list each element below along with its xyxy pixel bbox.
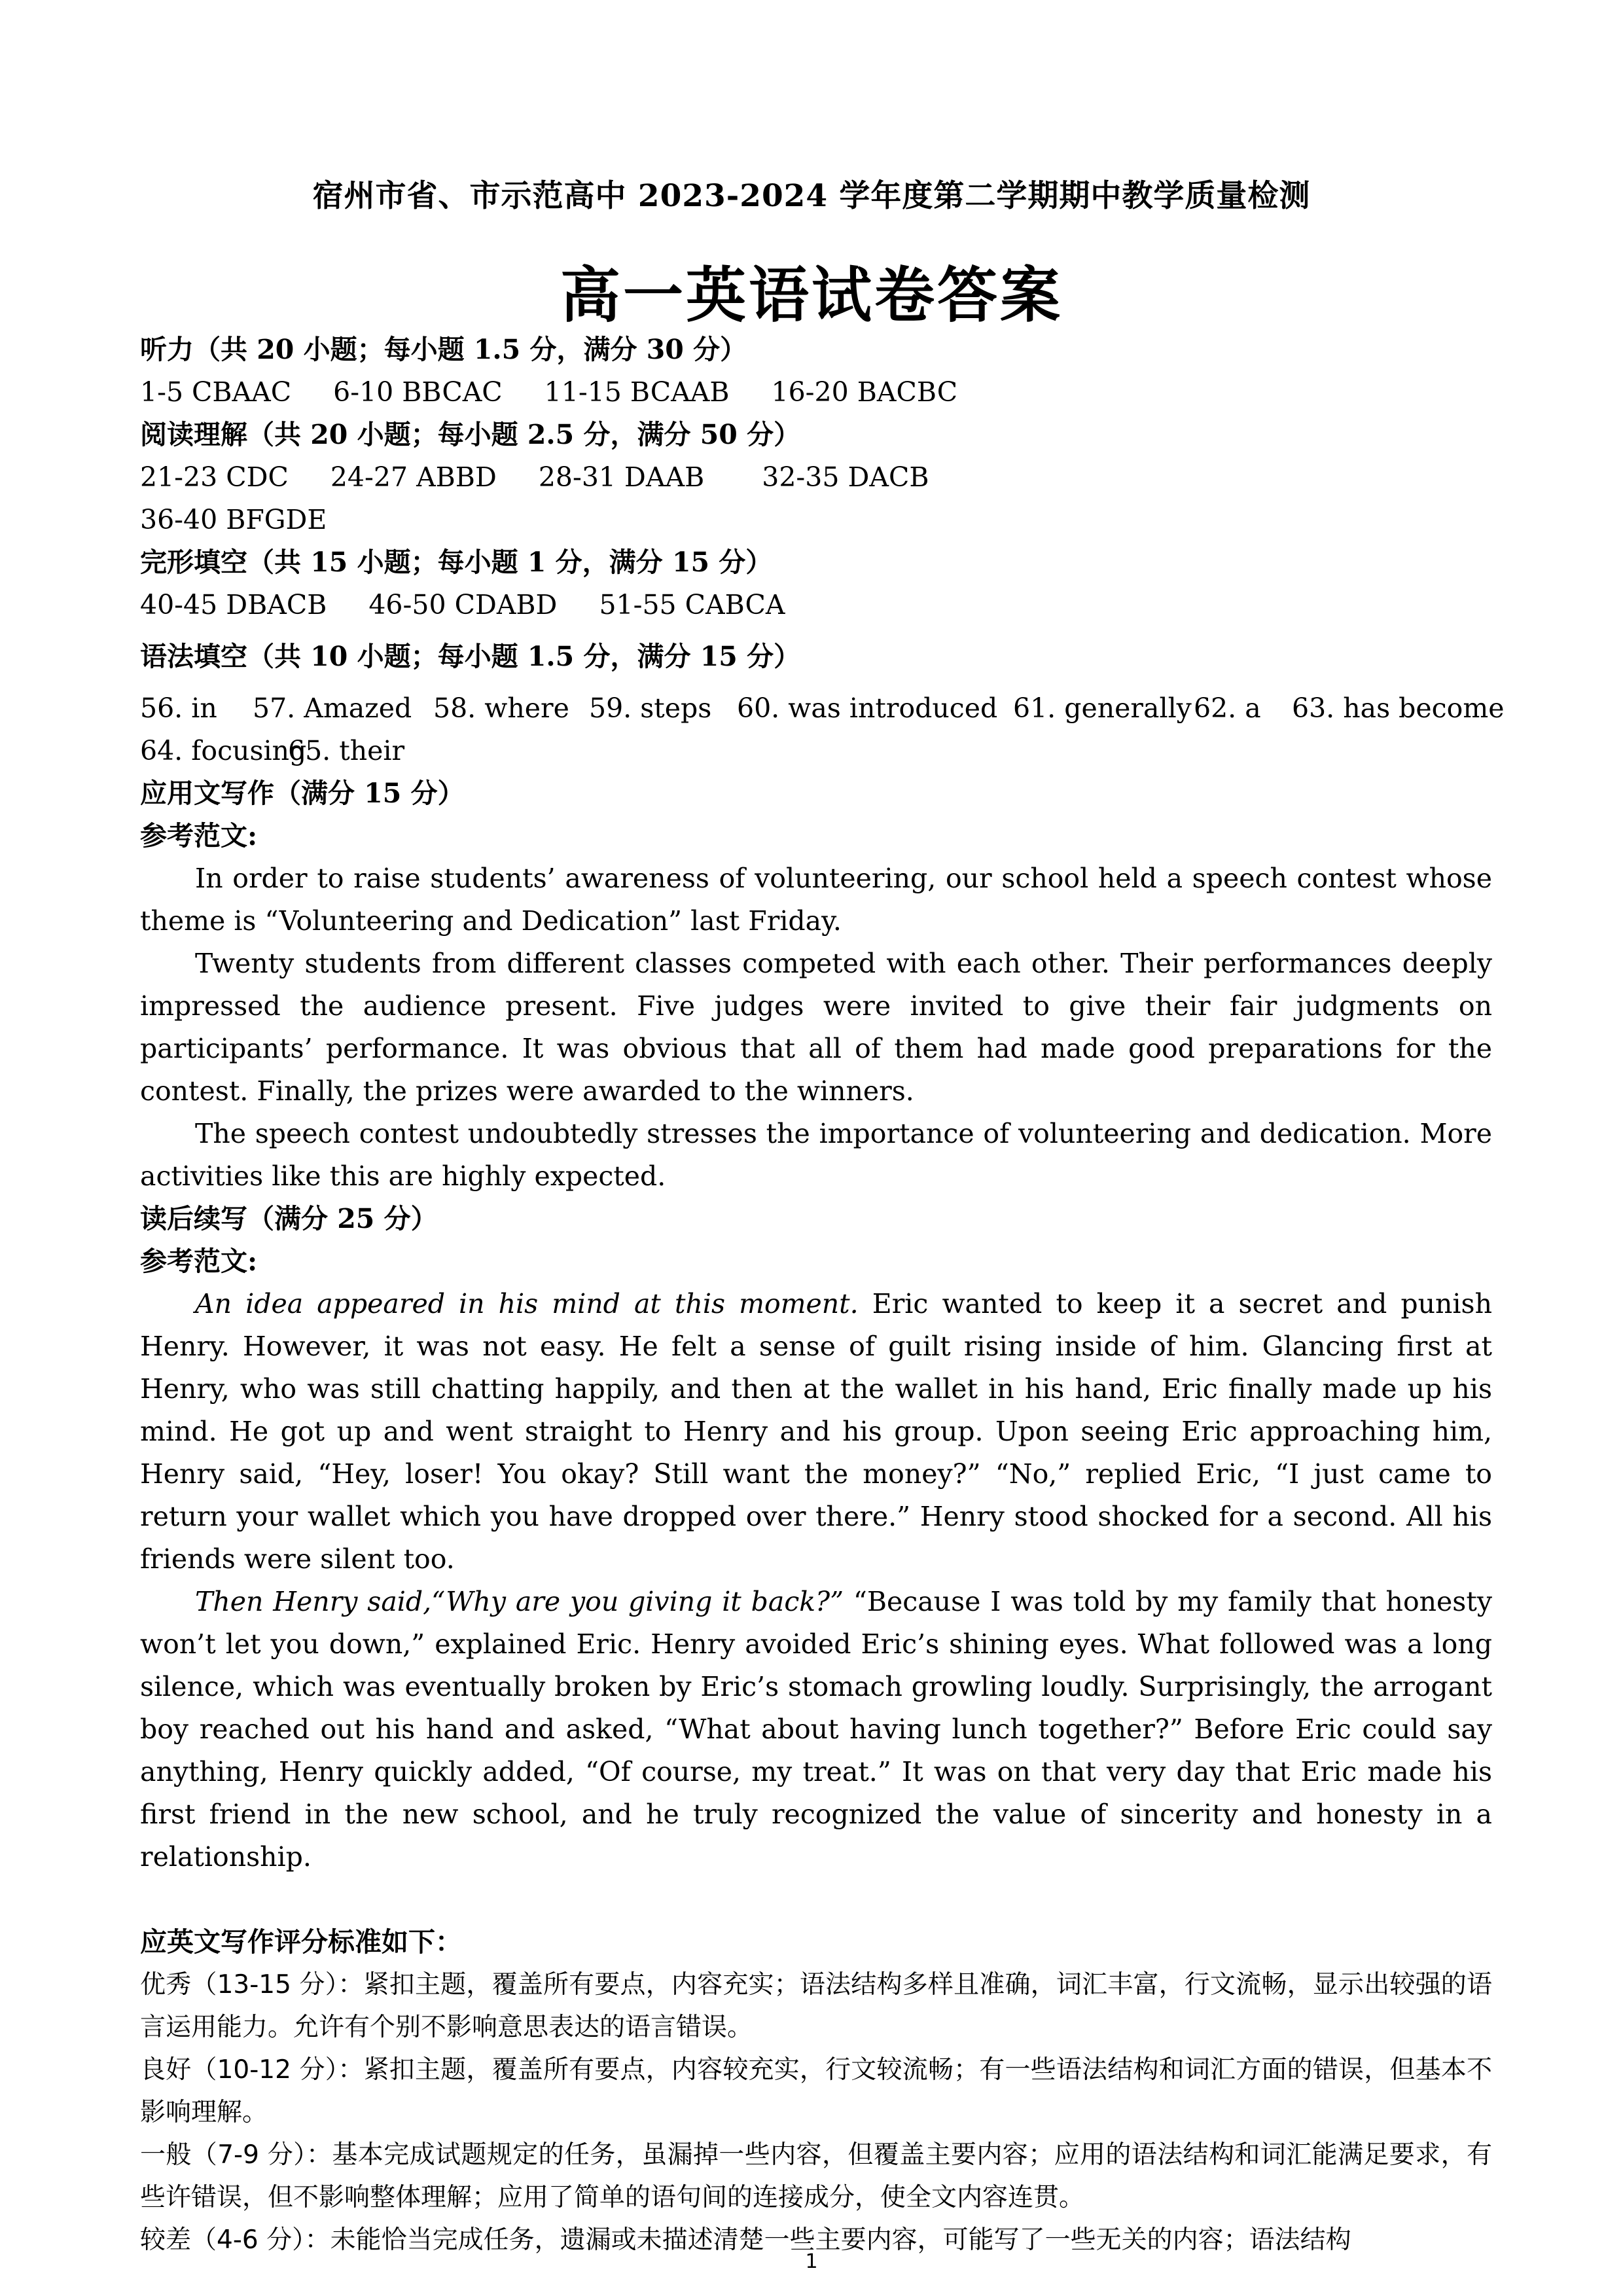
reading-heading: 阅读理解（共 20 小题；每小题 2.5 分，满分 50 分）: [140, 419, 801, 450]
sample-paragraph: Twenty students from different classes competed with each other. Their performances deeply impressed the audience present. Five judges were invited to give their fair judgments on participants’ performance. It was obvious that all of them had made good preparations for the contest. Finally, the prizes were awarded to the winners.: [140, 948, 1492, 1107]
answer-group: 32-35 DACB: [762, 461, 929, 493]
grammar-answer: 57. Amazed: [253, 692, 412, 724]
paragraph-body: Eric wanted to keep it a secret and punish Henry. However, it was not easy. He felt a sense of guilt rising inside of him. Glancing first at Henry, who was still chatting happily, and then at the wallet in his hand, Eric finally made up his mind. He got up and went straight to Henry and his group. Upon seeing Eric approaching him, Henry said, “Hey, loser! You okay? Still want the money?” “No,” replied Eric, “I just came to return your wallet which you have dropped over there.” Henry stood shocked for a second. All his friends were silent too.: [140, 1288, 1492, 1575]
answer-group: 24-27 ABBD: [330, 461, 497, 493]
answer-group: 1-5 CBAAC: [140, 376, 292, 408]
rubric-item: 一般（7-9 分）：基本完成试题规定的任务，虽漏掉一些内容，但覆盖主要内容；应用的语法结构和词汇能满足要求，有些许错误，但不影响整体理解；应用了简单的语句间的连接成分，使全文内容连贯。: [140, 2140, 1492, 2212]
reading-answers-line1: [140, 456, 1492, 499]
rubric-section: [140, 1921, 1492, 2261]
sample-label: 参考范文:: [140, 1246, 258, 1277]
reading-section: [140, 414, 1492, 541]
listening-section: [140, 329, 1492, 414]
grammar-answer: 60. was introduced: [737, 692, 998, 724]
page-number: 1: [805, 2250, 818, 2273]
cloze-section: [140, 541, 1492, 626]
practical-writing-heading: 应用文写作（满分 15 分）: [140, 778, 465, 809]
answer-body: [140, 329, 1505, 2261]
sample-label: 参考范文:: [140, 820, 258, 852]
paragraph-body: “Because I was told by my family that honesty won’t let you down,” explained Eric. Henry avoided Eric’s shining eyes. What followed was a long silence, which was eventually broken by Eric’s stomach growling loudly. Surprisingly, the arrogant boy reached out his hand and asked, “What about having lunch together?” Before Eric could say anything, Henry quickly added, “Of course, my treat.” It was on that very day that Eric made his first friend in the new school, and he truly recognized the value of sincerity and honesty in a relationship.: [140, 1586, 1492, 1873]
answer-group: 28-31 DAAB: [538, 461, 705, 493]
grammar-answers-line2: [140, 730, 1492, 772]
listening-heading: 听力（共 20 小题；每小题 1.5 分，满分 30 分）: [140, 334, 747, 365]
grammar-answer: 63. has become: [1292, 692, 1505, 724]
reading-answers-line2: [140, 499, 1492, 541]
grammar-answer: 56. in: [140, 692, 217, 724]
grammar-answer: 65. their: [288, 735, 405, 766]
answer-group: 36-40 BFGDE: [140, 504, 327, 535]
sample-paragraph: [140, 1283, 1492, 1581]
practical-writing-section: [140, 772, 1492, 1198]
exam-subtitle: 宿州市省、市示范高中 2023-2024 学年度第二学期期中教学质量检测: [312, 178, 1311, 214]
sample-paragraph: [140, 1581, 1492, 1878]
grammar-answer: 62. a: [1194, 692, 1261, 724]
listening-answers: [140, 371, 1492, 414]
grammar-answers-line1: [140, 687, 1505, 730]
continuation-writing-section: [140, 1198, 1492, 1878]
paragraph-lead-sentence: An idea appeared in his mind at this moment.: [195, 1288, 859, 1319]
continuation-writing-heading: 读后续写（满分 25 分）: [140, 1203, 438, 1234]
rubric-heading: 应英文写作评分标准如下：: [140, 1926, 462, 1958]
answer-group: 40-45 DBACB: [140, 589, 327, 620]
grammar-answer: 61. generally: [1013, 692, 1192, 724]
rubric-item: 优秀（13-15 分）：紧扣主题，覆盖所有要点，内容充实；语法结构多样且准确，词汇丰富，行文流畅，显示出较强的语言运用能力。允许有个别不影响意思表达的语言错误。: [140, 1970, 1492, 2042]
paragraph-lead-sentence: Then Henry said,“Why are you giving it back?”: [195, 1586, 844, 1617]
answer-group: 16-20 BACBC: [771, 376, 958, 408]
answer-group: 11-15 BCAAB: [544, 376, 730, 408]
grammar-answer: 59. steps: [589, 692, 712, 724]
answer-group: 46-50 CDABD: [368, 589, 558, 620]
rubric-item: 良好（10-12 分）：紧扣主题，覆盖所有要点，内容较充实，行文较流畅；有一些语法结构和词汇方面的错误，但基本不影响理解。: [140, 2055, 1492, 2127]
answer-group: 21-23 CDC: [140, 461, 289, 493]
page-title: 高一英语试卷答案: [560, 260, 1063, 331]
sample-paragraph: The speech contest undoubtedly stresses the importance of volunteering and dedication. More activities like this are highly expected.: [140, 1118, 1492, 1192]
grammar-heading: 语法填空（共 10 小题；每小题 1.5 分，满分 15 分）: [140, 641, 801, 672]
answer-group: 51-55 CABCA: [599, 589, 785, 620]
rubric-item: 较差（4-6 分）：未能恰当完成任务，遗漏或未描述清楚一些主要内容，可能写了一些无关的内容；语法结构: [140, 2225, 1351, 2255]
grammar-answer: 58. where: [433, 692, 569, 724]
grammar-section: [140, 636, 1505, 772]
answer-group: 6-10 BBCAC: [333, 376, 503, 408]
grammar-answer: 64. focusing: [140, 735, 307, 766]
sample-paragraph: In order to raise students’ awareness of volunteering, our school held a speech contest whose theme is “Volunteering and Dedication” last Friday.: [140, 863, 1492, 937]
cloze-answers: [140, 584, 1492, 626]
cloze-heading: 完形填空（共 15 小题；每小题 1 分，满分 15 分）: [140, 547, 773, 578]
